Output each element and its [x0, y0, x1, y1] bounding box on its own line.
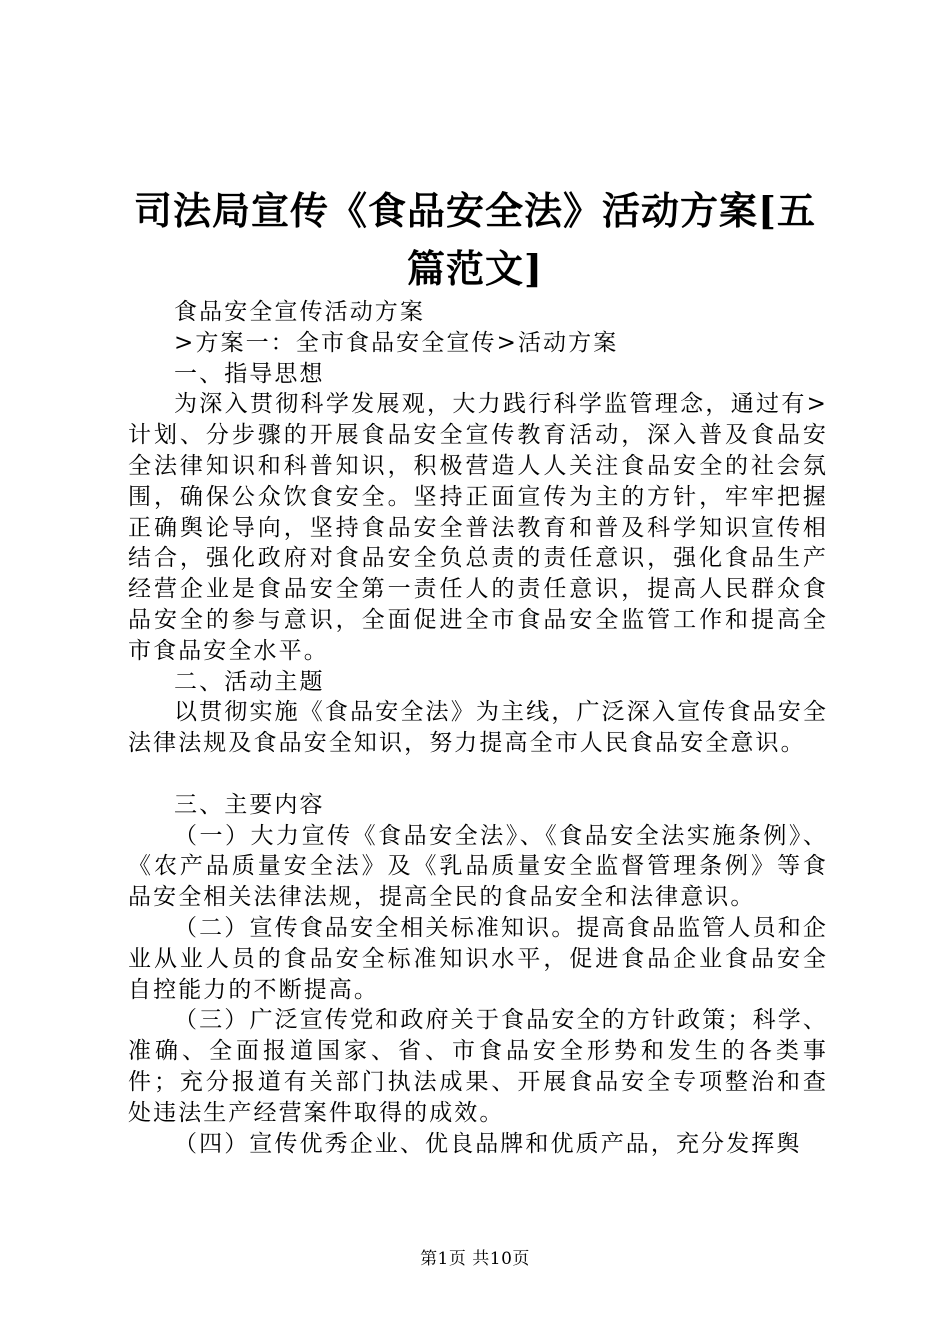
body-paragraph: （一）大力宣传《食品安全法》、《食品安全法实施条例》、《农产品质量安全法》及《乳品质量安全监督管理条例》等食品安全相关法律法规，提高全民的食品安全和法律意识。 [128, 822, 828, 911]
body-paragraph: （二）宣传食品安全相关标准知识。提高食品监管人员和企业从业人员的食品安全标准知识水平，促进食品企业食品安全自控能力的不断提高。 [128, 914, 828, 1003]
body-paragraph: 以贯彻实施《食品安全法》为主线，广泛深入宣传食品安全法律法规及食品安全知识，努力提高全市人民食品安全意识。 [128, 699, 828, 757]
document-body [128, 297, 828, 1159]
subtitle: 食品安全宣传活动方案 [174, 299, 425, 325]
page-footer: 第1页 共10页 [420, 1249, 530, 1269]
blank-line [128, 759, 828, 790]
section-heading: 三、主要内容 [174, 791, 325, 818]
document-title: 司法局宣传《食品安全法》活动方案[五篇范文] [134, 188, 816, 291]
body-paragraph: 为深入贯彻科学发展观，大力践行科学监管理念，通过有>计划、分步骤的开展食品安全宣传教育活动，深入普及食品安全法律知识和科普知识，积极营造人人关注食品安全的社会氛围，确保公众饮食安全。坚持正面宣传为主的方针，牢牢把握正确舆论导向，坚持食品安全普法教育和普及科学知识宣传相结合，强化政府对食品安全负总责的责任意识，强化食品生产经营企业是食品安全第一责任人的责任意识，提高人民群众食品安全的参与意识，全面促进全市食品安全监管工作和提高全市食品安全水平。 [128, 391, 828, 664]
body-paragraph: （四）宣传优秀企业、优良品牌和优质产品，充分发挥舆 [174, 1130, 802, 1157]
body-paragraph: （三）广泛宣传党和政府关于食品安全的方针政策；科学、准确、全面报道国家、省、市食品安全形势和发生的各类事件；充分报道有关部门执法成果、开展食品安全专项整治和查处违法生产经营案件取得的成效。 [128, 1007, 828, 1126]
section-heading: 二、活动主题 [174, 668, 325, 695]
plan-heading: >方案一：全市食品安全宣传>活动方案 [174, 329, 619, 356]
section-heading: 一、指导思想 [174, 360, 325, 387]
